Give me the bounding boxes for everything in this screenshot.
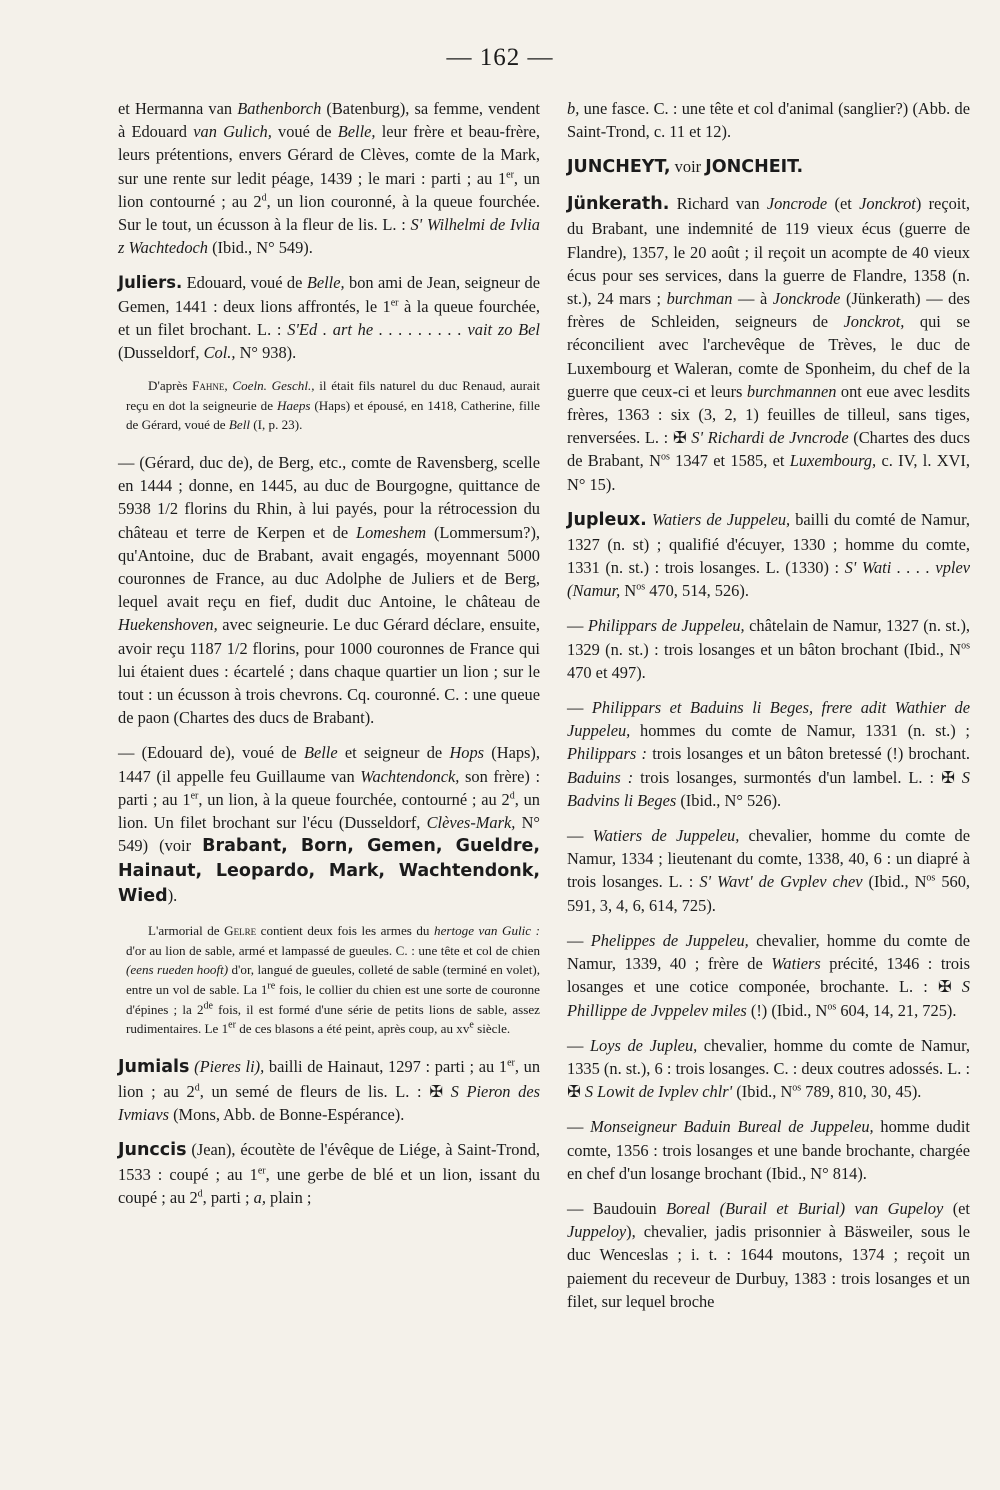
entry-paragraph: — (Edouard de), voué de Belle et seigneur de Hops (Haps), 1447 (il appelle feu Guillaume van Wachtendonck, son frère) : parti ; au 1er, un lion, à la queue fourchée, contourné ; au 2$^d$, un lion. Un filet brochant sur l'écu (Dusseldorf, Clèves-Mark, N° 549) (voir Brabant, Born, Gemen, Gueldre, Hainaut, Leopardo, Mark, Wachtendonk, Wied). [118,743,540,907]
entry-paragraph: Jumials (Pieres li), bailli de Hainaut, 1297 : parti ; au 1er, un lion ; au 2$^d$, un semé de fleurs de lis. L. : ✠ S Pieron des Ivmiavs (Mons, Abb. de Bonne-Espérance). [118,1056,541,1125]
entry-paragraph: — Phelippes de Juppeleu, chevalier, homme du comte de Namur, 1339, 40 ; frère de Watiers précité, 1346 : trois losanges et une cotice componée, brochante. L. : ✠ S Phillippe de Jvppelev miles (!) (Ibid., $N^{os}$ 604, 14, 21, 725). [567,930,970,1020]
entry-paragraph: — Loys de Jupleu, chevalier, homme du comte de Namur, 1335 (n. st.), 6 : trois losanges. C. : deux coutres adossés. L. : ✠ S Lowit de Ivplev chlr' (Ibid., $N^{os}$ 789, 810, 30, 45). [567,1035,970,1102]
entry-paragraph: et Hermanna van Bathenborch (Batenburg), sa femme, vendent à Edouard van Gulich, voué de Belle, leur frère et beau-frère, leurs prétentions, envers Gérard de Clèves, comte de la Mark, sur une rente sur ledit péage, 1439 ; le mari : parti ; au 1er, un lion contourné ; au 2$^d$, un lion couronné, à la queue fourchée. Sur le tout, un écusson à la fleur de lis. L. : S' Wilhelmi de Ivlia z Wachtedoch (Ibid., N° 549). [118,99,540,258]
entry-paragraph: Junccis (Jean), écoutète de l'évêque de Liége, à Saint-Trond, 1533 : coupé ; au 1er, une gerbe de blé et un lion, issant du coupé ; au 2$^d$, parti ; a, plain ; [118,1140,540,1208]
entry-paragraph: Jünkerath. Richard van Joncrode (et Jonckrot) reçoit, du Brabant, une indemnité de 119 vieux écus (guerre de Flandre), 1357, le 20 août ; il reçoit un acompte de 40 vieux écus pour ses services, dans la guerre de Flandre, 1358 (n. st.), 24 mars ; burchman — à Jonckrode (Jünkerath) — des frères de Schleiden, seigneurs de Jonckrot, qui se réconcilient avec l'archevêque de Trèves, le duc de Luxembourg et Waleran, comte de Sponheim, du chef de la guerre que ceux-ci et leurs burchmannen ont eue avec lesdits frères, 1363 : six (3, 2, 1) feuilles de tilleul, sans tiges, renversées. L. : ✠ S' Richardi de Jvncrode (Chartes des ducs de Brabant, $N^{os}$ 1347 et 1585, et Luxembourg, c. IV, l. XVI, N° 15). [567,194,971,494]
entry-paragraph: — (Gérard, duc de), de Berg, etc., comte de Ravensberg, scelle en 1444 ; donne, en 1445, au duc de Bourgogne, quittance de 5938 1/2 florins du Rhin, à lui payés, pour la rétrocession du château et terre de Kerpen et de Lomeshem (Lommersum?), qu'Antoine, duc de Brabant, avait engagés, moyennant 5000 couronnes de France, au duc Adolphe de Juliers et de Berg, lequel avait reçu en fief, dudit duc Antoine, le château de Huekenshoven, avec seigneurie. Le duc Gérard déclare, ensuite, avoir reçu 1187 1/2 florins, pour 1000 couronnes de France qui lui étaient dues : écartelé ; dans chaque quartier un lion ; sur le tout : un écusson à trois chevrons. Cq. couronné. C. : une queue de paon (Chartes des ducs de Brabant). [118,453,540,728]
page-number: — 162 — [446,44,554,71]
footnote-paragraph: L'armorial de Gelre contient deux fois les armes du hertoge van Gulic : d'or au lion de sable, armé et lampassé de gueules. C. : une tête et col de chien (eens rueden hooft) d'or, langué de gueules, colleté de sable (terminé en volet), entre un vol de sable. La 1re fois, le collier du chien est une sorte de couronne d'épines ; la 2de fois, il est formé d'une série de petits lions de sable, assez rudimentaires. Le 1er de ces blasons a été peint, après coup, au $xv^e$ siècle. [126,923,540,1037]
right-column [567,97,970,1325]
entry-paragraph: Jupleux. Watiers de Juppeleu, bailli du comté de Namur, 1327 (n. st) ; qualifié d'écuyer, 1330 ; homme du comte, 1331 (n. st.) : trois losanges. L. (1330) : S' Wati . . . . vplev (Namur, $N^{os}$ 470, 514, 526). [567,509,970,601]
entry-paragraph: — Baudouin Boreal (Burail et Burial) van Gupeloy (et Juppeloy), chevalier, jadis prisonnier à Bäsweiler, sous le duc Wenceslas ; i. t. : 1644 moutons, 1374 ; reçoit un paiement du receveur de Durbuy, 1383 : trois losanges et un filet, sur lequel broche [567,1198,970,1311]
entry-paragraph: — Monseigneur Baduin Bureal de Juppeleu, homme dudit comte, 1356 : trois losanges et une bande brochante, chargée en chef d'un losange brochant (Ibid., N° 814). [567,1117,970,1183]
footnote-paragraph: D'après Fahne, Coeln. Geschl., il était fils naturel du duc Renaud, aurait reçu en dot la seigneurie de Haeps (Haps) et épousé, en 1418, Catherine, fille de Gérard, voué de Bell (I, p. 23). [126,378,541,433]
entry-paragraph: b, une fasce. C. : une tête et col d'animal (sanglier?) (Abb. de Saint-Trond, c. 11 et 12). [567,99,970,142]
entry-paragraph: Juliers. Edouard, voué de Belle, bon ami de Jean, seigneur de Gemen, 1441 : deux lions affrontés, le 1er à la queue fourchée, et un filet brochant. L. : S'Ed . art he . . . . . . . . . vait zo Bel (Dusseldorf, Col., N° 938). [118,273,540,363]
entry-paragraph: JUNCHEYT, voir JONCHEIT. [567,157,804,178]
entry-paragraph: — Philippars de Juppeleu, châtelain de Namur, 1327 (n. st.), 1329 (n. st.) : trois losanges et un bâton brochant (Ibid., $N^{os}$ 470 et 497). [567,616,970,682]
left-column [118,97,540,1222]
entry-paragraph: — Philippars et Baduins li Beges, frere adit Wathier de Juppeleu, hommes du comte de Namur, 1331 (n. st.) ; Philippars : trois losanges et un bâton bretessé (!) brochant. Baduins : trois losanges, surmontés d'un lambel. L. : ✠ S Badvins li Beges (Ibid., N° 526). [567,698,970,810]
entry-paragraph: — Watiers de Juppeleu, chevalier, homme du comte de Namur, 1334 ; lieutenant du comte, 1338, 40, 6 : un diapré à trois losanges. L. : S' Wavt' de Gvplev chev (Ibid., $N^{os}$ 560, 591, 3, 4, 6, 614, 725). [567,826,970,915]
